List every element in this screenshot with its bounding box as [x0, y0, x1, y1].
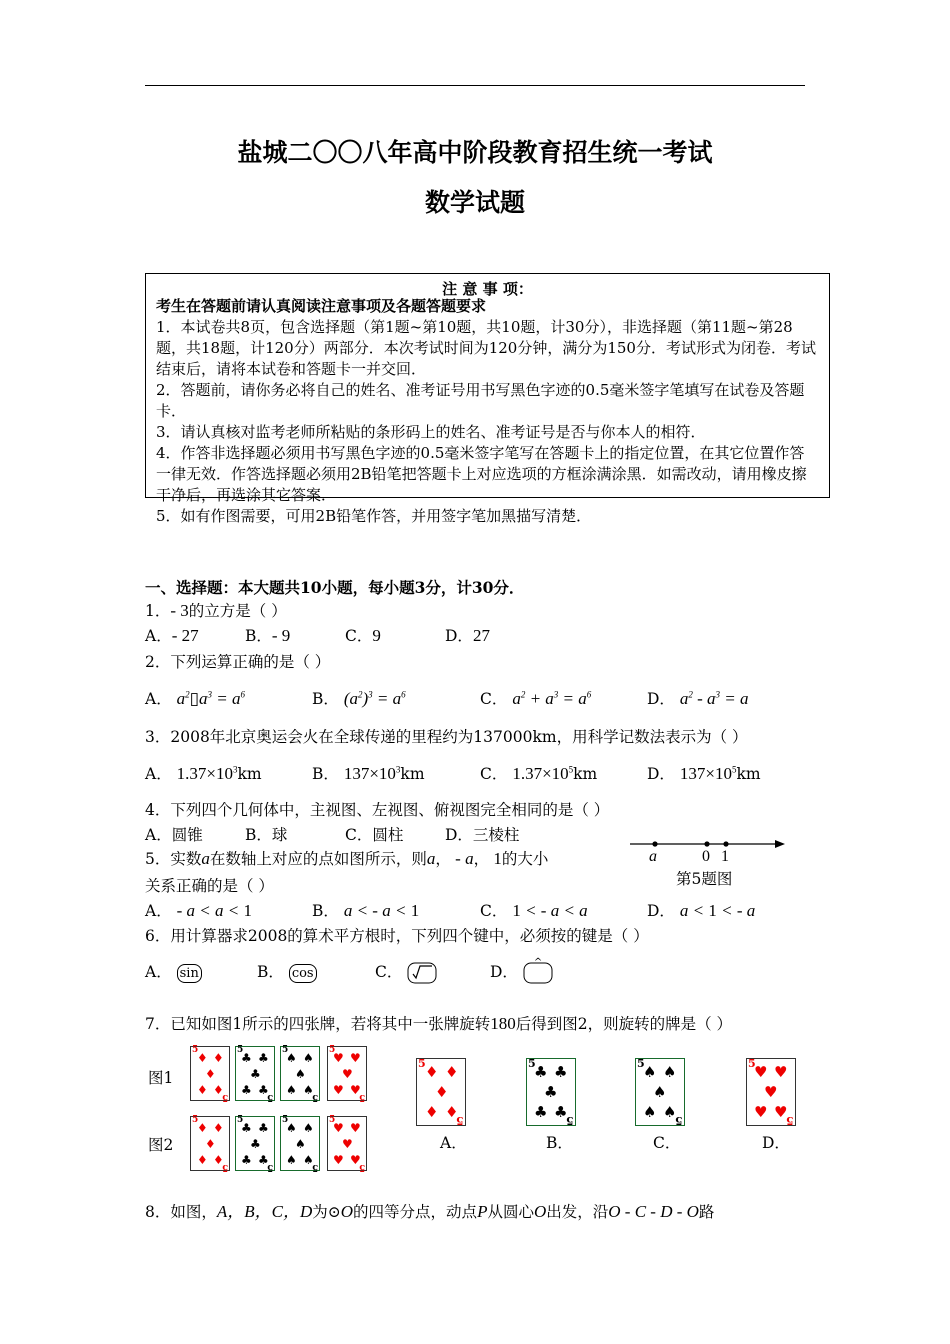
- question-7: 7．已知如图1所示的四张牌，若将其中一张牌旋转180后得到图2，则旋转的牌是（ ）: [145, 1014, 733, 1033]
- power-key-icon: ^: [523, 962, 553, 984]
- q1-option-c: C．9: [345, 626, 381, 645]
- point-0: [704, 841, 709, 846]
- q6-option-d: D． ^: [490, 960, 553, 984]
- page-subtitle: 数学试题: [424, 188, 525, 217]
- figure-1-label: 图1: [148, 1069, 174, 1087]
- page-title: 盐城二〇〇八年高中阶段教育招生统一考试: [237, 138, 713, 167]
- question-5: 5．实数a在数轴上对应的点如图所示，则a， - a， 1的大小: [145, 849, 549, 868]
- header-rule: [145, 85, 805, 86]
- card-club: 5 5 ♣ ♣ ♣ ♣ ♣: [237, 1115, 273, 1172]
- q2-option-a: A． $a^2▯a^3 = a^6$: [145, 689, 245, 708]
- notice-subheading: 考生在答题前请认真阅读注意事项及各题答题要求: [156, 297, 487, 315]
- card-spade: 5 5 ♠ ♠ ♠ ♠ ♠: [282, 1045, 318, 1102]
- question-3: 3．2008年北京奥运会火在全球传递的里程约为137000km，用科学记数法表示为（ ）: [145, 728, 748, 746]
- option-card-d: 5 5 ♥ ♥ ♥ ♥ ♥: [748, 1057, 794, 1127]
- question-2: 2．下列运算正确的是（ ）: [145, 653, 331, 671]
- cos-key: cos: [289, 964, 317, 983]
- option-card-c: 5 5 ♠ ♠ ♠ ♠ ♠: [637, 1057, 683, 1127]
- sqrt-key-icon: [407, 962, 437, 984]
- notice-item: 4．作答非选择题必须用书写黑色字迹的0.5毫米签字笔写在答题卡上的指定位置，在其它位置作答一律无效．作答选择题必须用2B铅笔把答题卡上对应选项的方框涂满涂黑．如需改动，请用橡皮擦干净后，再选涂其它答案．: [156, 444, 807, 504]
- q3-option-a: A． $1.37\times 10^3km$: [145, 764, 262, 783]
- card-diamond: 5 5 ♦ ♦ ♦ ♦ ♦: [192, 1045, 228, 1102]
- q6-option-c: C．: [375, 960, 437, 984]
- axis-label-a: a: [649, 848, 657, 865]
- number-line-figure: [625, 832, 790, 867]
- q5-option-c: C． 1 < - a < a: [480, 901, 588, 920]
- notice-box: [145, 273, 830, 525]
- point-a: [652, 841, 657, 846]
- card-heart: 5 5 ♥ ♥ ♥ ♥ ♥: [329, 1045, 365, 1102]
- q3-option-b: B． $137\times 10^3km$: [312, 764, 425, 783]
- card-heart: 5 5 ♥ ♥ ♥ ♥ ♥: [329, 1115, 365, 1172]
- q1-option-b: B．- 9: [245, 626, 291, 645]
- option-label-d: D．: [762, 1134, 790, 1152]
- notice-item: 3．请认真核对监考老师所粘贴的条形码上的姓名、准考证号是否与你本人的相符．: [156, 423, 706, 441]
- axis-label-1: 1: [721, 848, 729, 865]
- card-diamond: 5 5 ♦ ♦ ♦ ♦ ♦: [192, 1115, 228, 1172]
- axis-label-0: 0: [702, 848, 710, 865]
- option-label-b: B．: [546, 1134, 573, 1152]
- q5-option-d: D． a < 1 < - a: [647, 901, 756, 920]
- q4-option-d: D．三棱柱: [445, 826, 520, 844]
- q2-option-c: C． $a^2 + a^3 = a^6$: [480, 689, 592, 708]
- option-card-b: 5 5 ♣ ♣ ♣ ♣ ♣: [528, 1057, 574, 1127]
- sin-key: sin: [177, 964, 202, 983]
- figure-2-label: 图2: [148, 1136, 174, 1154]
- q4-option-a: A．圆锥: [145, 826, 203, 844]
- option-label-a: A．: [440, 1134, 467, 1152]
- q3-option-c: C． $1.37\times 10^5km$: [480, 764, 598, 783]
- q4-option-b: B．球: [245, 826, 288, 844]
- q3-option-d: D． $137\times 10^5km$: [647, 764, 761, 783]
- question-6: 6．用计算器求2008的算术平方根时，下列四个键中，必须按的键是（ ）: [145, 927, 649, 945]
- figure-caption: 第5题图: [676, 870, 733, 888]
- q6-option-a: A． sin: [145, 960, 202, 983]
- question-1: 1．- 3的立方是（ ）: [145, 601, 287, 620]
- option-card-a: 5 5 ♦ ♦ ♦ ♦ ♦: [418, 1057, 464, 1127]
- q1-option-a: A．- 27: [145, 626, 199, 645]
- q4-option-c: C．圆柱: [345, 826, 404, 844]
- q5-option-a: A． - a < a < 1: [145, 901, 252, 920]
- question-4: 4．下列四个几何体中，主视图、左视图、俯视图完全相同的是（ ）: [145, 801, 610, 819]
- notice-item: 2．答题前，请你务必将自己的姓名、准考证号用书写黑色字迹的0.5毫米签字笔填写在试卷及答题卡．: [156, 381, 805, 420]
- q5-option-b: B． a < - a < 1: [312, 901, 420, 920]
- card-spade: 5 5 ♠ ♠ ♠ ♠ ♠: [282, 1115, 318, 1172]
- notice-item: 1．本试卷共8页，包含选择题（第1题~第10题，共10题，计30分），非选择题（第11题~第28题，共18题，计120分）两部分．本次考试时间为120分钟，满分为150分．考试形式为闭卷．考试结束后，请将本试卷和答题卡一并交回．: [156, 318, 816, 378]
- question-8: 8．如图，A，B，C，D为⊙O的四等分点，动点P从圆心O出发，沿O - C - D - O路: [145, 1202, 715, 1221]
- notice-item: 5．如有作图需要，可用2B铅笔作答，并用签字笔加黑描写清楚．: [156, 507, 592, 525]
- q2-option-d: D． $a^2 - a^3 = a$: [647, 689, 749, 708]
- option-label-c: C．: [653, 1134, 681, 1152]
- notice-heading: 注 意 事 项：: [442, 280, 533, 298]
- q1-option-d: D．27: [445, 626, 490, 645]
- q6-option-b: B． cos: [257, 960, 317, 983]
- q2-option-b: B． $(a^2)^3 = a^6$: [312, 689, 406, 708]
- section-heading: 一、选择题：本大题共10小题，每小题3分，计30分．: [145, 578, 525, 597]
- question-5-line2: 关系正确的是（ ）: [145, 877, 274, 895]
- point-1: [723, 841, 728, 846]
- card-club: 5 5 ♣ ♣ ♣ ♣ ♣: [237, 1045, 273, 1102]
